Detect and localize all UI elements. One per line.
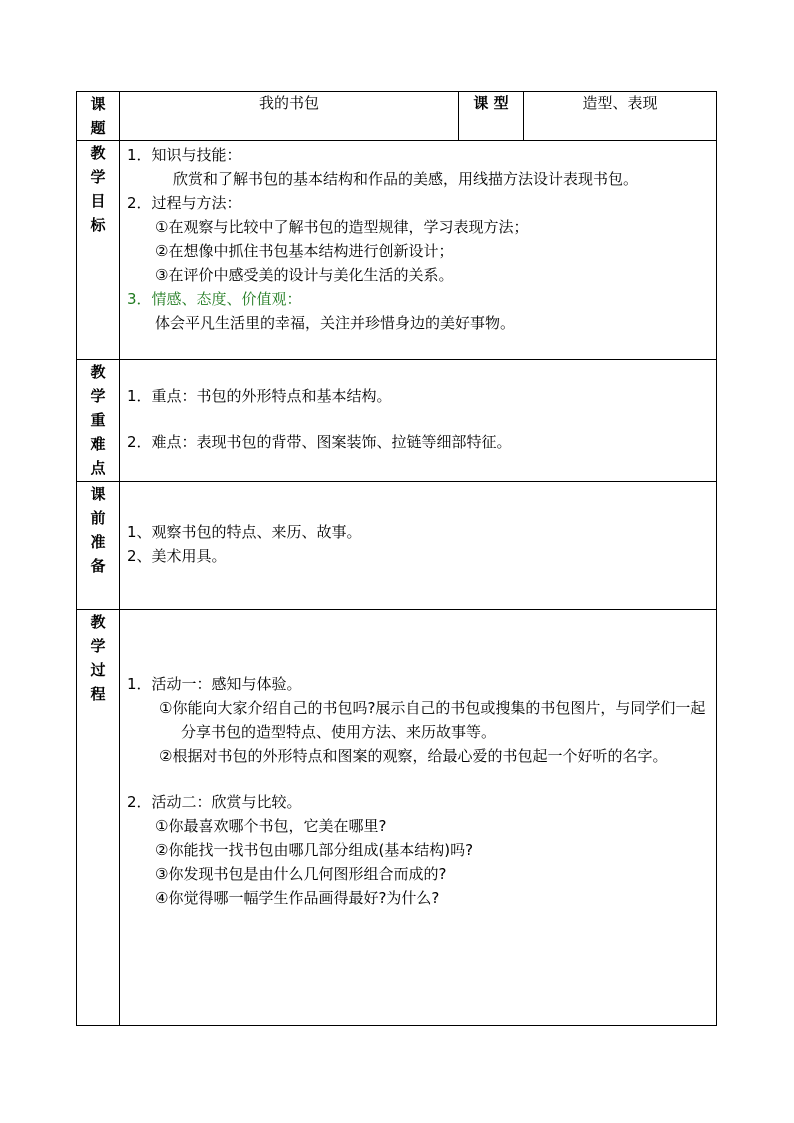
topic-label: 课 题 xyxy=(77,92,120,141)
difficult-point: 2．难点：表现书包的背带、图案装饰、拉链等细部特征。 xyxy=(127,433,512,451)
activity1-point: ①你能向大家介绍自己的书包吗?展示自己的书包或搜集的书包图片，与同学们一起分享书包的造型特点、使用方法、来历故事等。 xyxy=(159,699,706,741)
objective-attitude-text: 体会平凡生活里的幸福，关注并珍惜身边的美好事物。 xyxy=(155,314,516,332)
key-points-row xyxy=(77,360,717,482)
activity2-title: 2．活动二：欣赏与比较。 xyxy=(127,793,302,811)
activity2-point: ③你发现书包是由什么几何图形组合而成的? xyxy=(155,865,447,883)
preparation-label: 课 前 准 备 xyxy=(77,482,120,610)
type-value: 造型、表现 xyxy=(524,92,717,141)
lesson-plan-table xyxy=(76,91,717,1026)
process-label: 教 学 过 程 xyxy=(77,610,120,1026)
activity1-point: ②根据对书包的外形特点和图案的观察，给最心爱的书包起一个好听的名字。 xyxy=(159,747,668,765)
activity2-point: ④你觉得哪一幅学生作品画得最好?为什么? xyxy=(155,889,440,907)
objective-process-point: ①在观察与比较中了解书包的造型规律，学习表现方法； xyxy=(155,218,529,236)
objectives-row xyxy=(77,141,717,360)
objective-knowledge-title: 1．知识与技能： xyxy=(127,146,242,164)
preparation-item: 2、美术用具。 xyxy=(127,547,227,565)
objectives-label: 教 学 目 标 xyxy=(77,141,120,360)
type-label: 课 型 xyxy=(459,92,524,141)
preparation-row xyxy=(77,482,717,610)
activity1-title: 1．活动一：感知与体验。 xyxy=(127,675,302,693)
preparation-item: 1、观察书包的特点、来历、故事。 xyxy=(127,523,362,541)
objective-process-title: 2．过程与方法： xyxy=(127,194,242,212)
objective-process-point: ②在想像中抓住书包基本结构进行创新设计； xyxy=(155,242,454,260)
objective-knowledge-text: 欣赏和了解书包的基本结构和作品的美感，用线描方法设计表现书包。 xyxy=(173,170,639,188)
activity2-point: ①你最喜欢哪个书包，它美在哪里? xyxy=(155,817,387,835)
key-point: 1．重点：书包的外形特点和基本结构。 xyxy=(127,387,392,405)
objectives-content xyxy=(120,141,717,360)
topic-value: 我的书包 xyxy=(120,92,459,141)
preparation-content xyxy=(120,482,717,610)
objective-attitude-title: 3．情感、态度、价值观： xyxy=(127,290,302,308)
key-points-content xyxy=(120,360,717,482)
activity2-point: ②你能找一找书包由哪几部分组成(基本结构)吗? xyxy=(155,841,474,859)
process-content xyxy=(120,610,717,1026)
objective-process-point: ③在评价中感受美的设计与美化生活的关系。 xyxy=(155,266,454,284)
key-points-label: 教 学 重 难 点 xyxy=(77,360,120,482)
process-row xyxy=(77,610,717,1026)
header-row xyxy=(77,92,717,141)
